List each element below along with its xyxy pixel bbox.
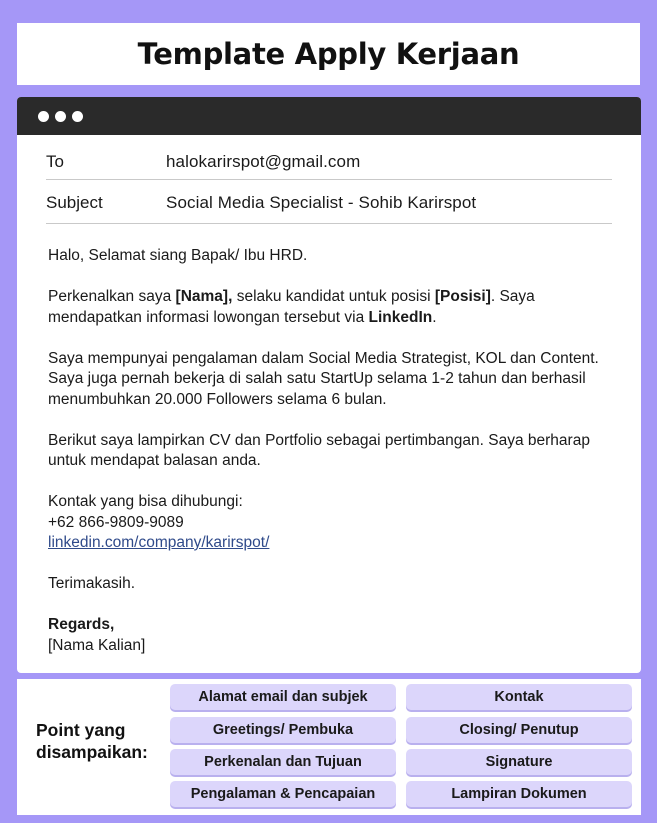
window-titlebar bbox=[17, 97, 641, 135]
linkedin-link[interactable]: linkedin.com/company/karirspot/ bbox=[48, 534, 270, 551]
points-label bbox=[36, 719, 148, 763]
point-chip-signature: Signature bbox=[406, 749, 632, 775]
intro-text-1: Perkenalkan saya bbox=[48, 288, 176, 305]
to-field[interactable]: halokarirspot@gmail.com bbox=[166, 151, 361, 171]
intro-position-placeholder: [Posisi] bbox=[434, 288, 491, 305]
intro-name-placeholder: [Nama], bbox=[175, 288, 233, 305]
points-panel bbox=[17, 679, 641, 815]
regards-text: Regards, bbox=[48, 616, 115, 633]
point-chip-contact: Kontak bbox=[406, 684, 632, 710]
intro-source: LinkedIn bbox=[368, 308, 433, 326]
thanks-text: Terimakasih. bbox=[48, 575, 135, 592]
to-label: To bbox=[46, 151, 64, 171]
contact-label: Kontak yang bisa dihubungi: bbox=[48, 493, 243, 510]
title-banner bbox=[17, 23, 640, 85]
email-body[interactable] bbox=[48, 246, 618, 656]
subject-label: Subject bbox=[46, 192, 103, 212]
signature-block bbox=[48, 615, 618, 656]
points-label-line2: disampaikan: bbox=[36, 742, 148, 762]
intro-text-2: selaku kandidat untuk posisi bbox=[232, 288, 435, 305]
point-chip-attachments: Lampiran Dokumen bbox=[406, 781, 632, 807]
points-label-line1: Point yang bbox=[36, 720, 126, 740]
attachment-paragraph: Berikut saya lampirkan CV dan Portfolio sebagai pertimbangan. Saya berharap untuk mendapat balasan anda. bbox=[48, 431, 590, 469]
subject-field[interactable]: Social Media Specialist - Sohib Karirspot bbox=[166, 192, 477, 212]
intro-text-3: . Saya mendapatkan informasi lowongan tersebut via bbox=[48, 288, 535, 326]
window-dot-icon bbox=[55, 111, 66, 122]
email-window bbox=[17, 97, 641, 673]
subject-field-row bbox=[46, 182, 612, 224]
intro-text-4: . bbox=[432, 308, 437, 326]
page-title: Template Apply Kerjaan bbox=[137, 37, 520, 71]
intro-paragraph bbox=[48, 287, 618, 328]
phone-number: +62 866-9809-9089 bbox=[48, 513, 184, 531]
experience-paragraph: Saya mempunyai pengalaman dalam Social Media Strategist, KOL dan Content. Saya juga pernah bekerja di salah satu StartUp selama 1-2 tahun dan berhasil menumbuhkan 20.000 Followers selama 6 bulan. bbox=[48, 349, 599, 408]
window-dot-icon bbox=[72, 111, 83, 122]
point-chip-experience: Pengalaman & Pencapaian bbox=[170, 781, 396, 807]
greeting-paragraph: Halo, Selamat siang Bapak/ Ibu HRD. bbox=[48, 247, 308, 264]
to-field-row bbox=[46, 144, 612, 180]
point-chip-closing: Closing/ Penutup bbox=[406, 717, 632, 743]
window-dot-icon bbox=[38, 111, 49, 122]
point-chip-email-subject: Alamat email dan subjek bbox=[170, 684, 396, 710]
contact-block bbox=[48, 492, 618, 554]
point-chip-greetings: Greetings/ Pembuka bbox=[170, 717, 396, 743]
signature-name: [Nama Kalian] bbox=[48, 636, 146, 654]
point-chip-introduction: Perkenalan dan Tujuan bbox=[170, 749, 396, 775]
